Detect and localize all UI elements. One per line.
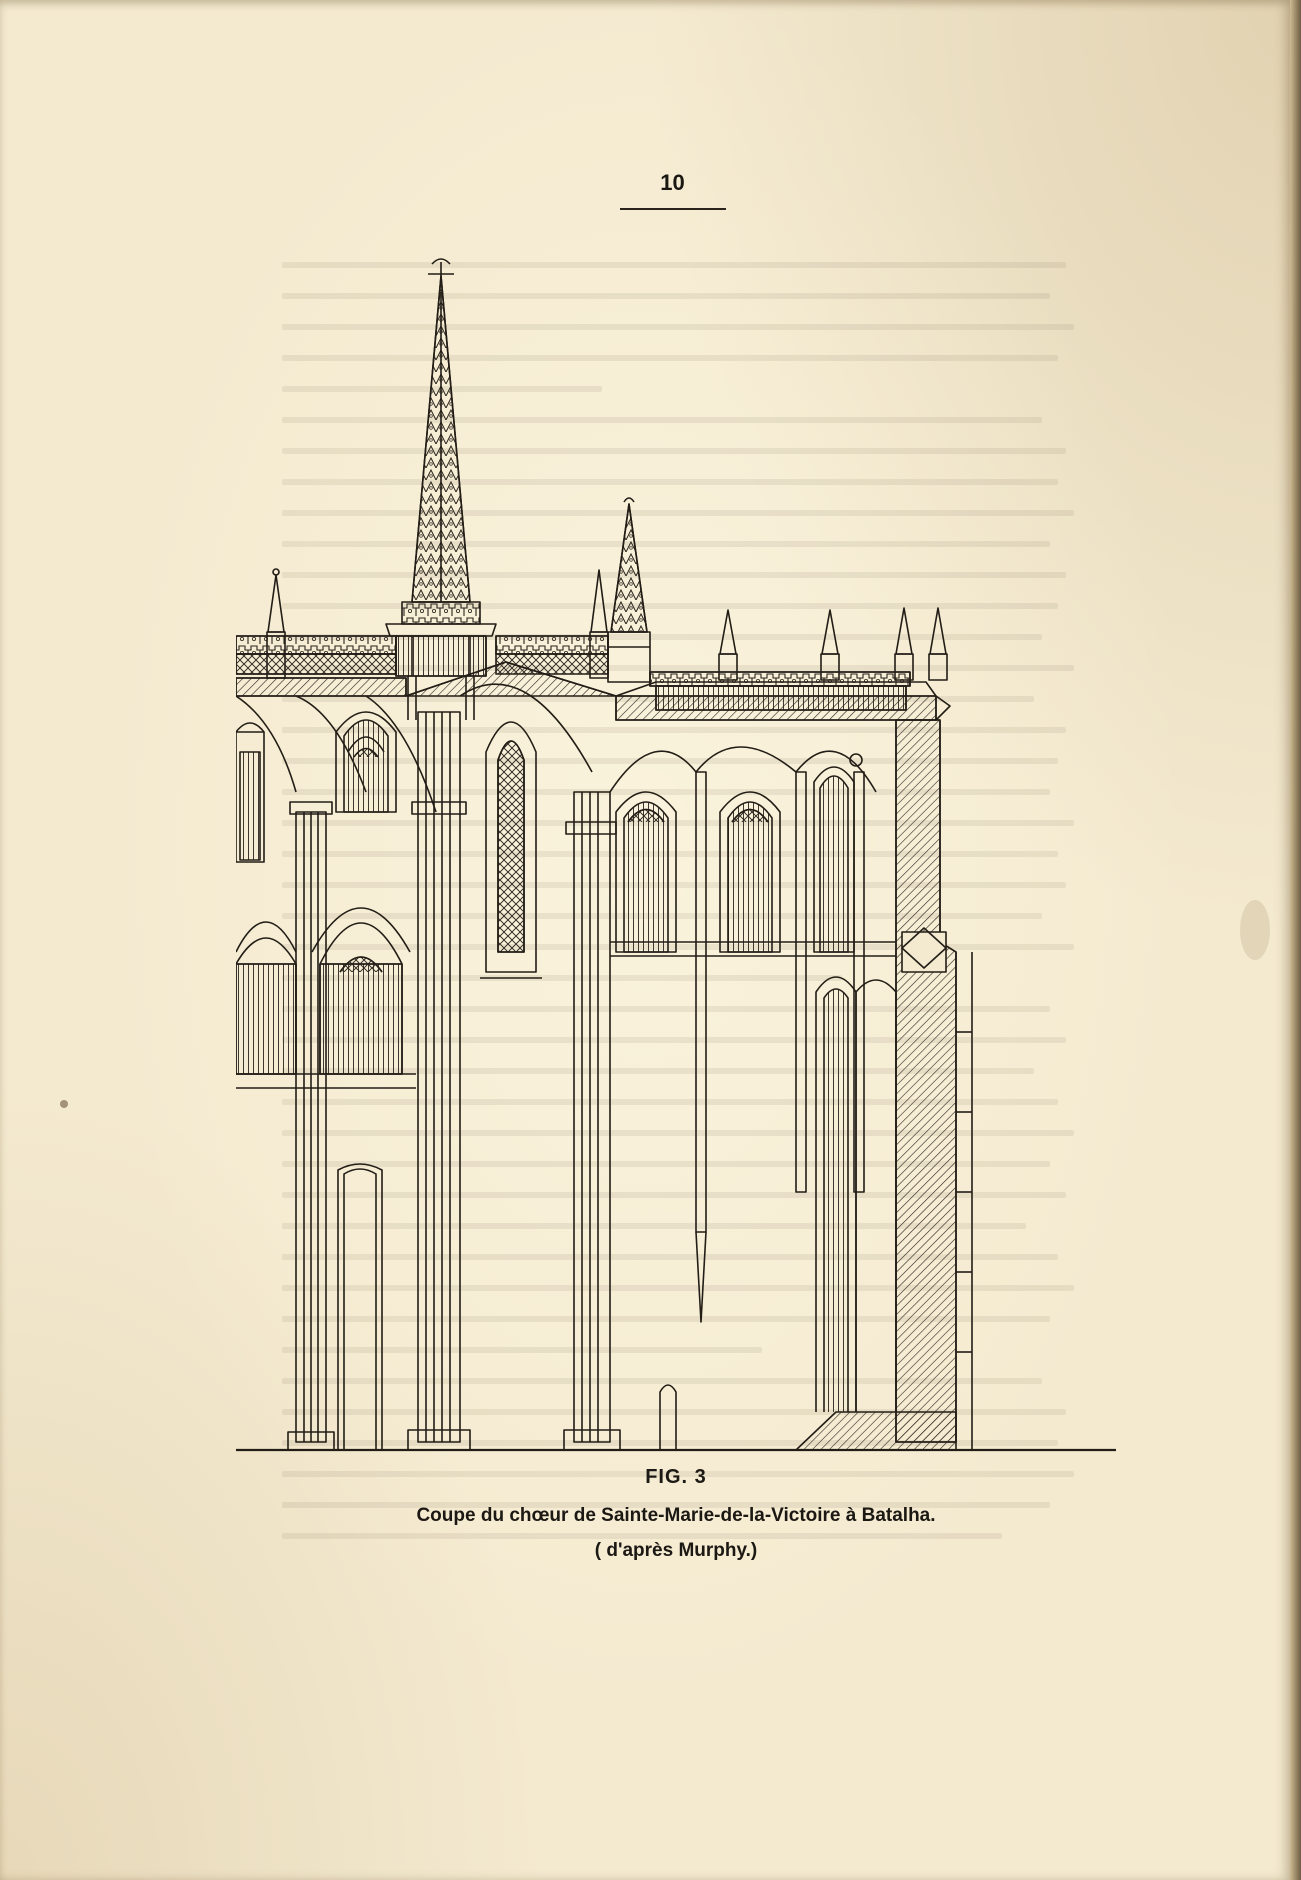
- main-spire: [386, 259, 496, 720]
- paper-spot: [60, 1100, 68, 1108]
- figure-label: FIG. 3: [645, 1466, 707, 1488]
- page-number: 10: [660, 170, 685, 195]
- figure-caption: Coupe du chœur de Sainte-Marie-de-la-Victoire à Batalha.: [416, 1505, 936, 1526]
- page-number-rule: [620, 208, 726, 210]
- column-right-center: [564, 792, 620, 1450]
- batalha-choir-section-drawing: [236, 252, 1116, 1454]
- column-left: [288, 802, 334, 1450]
- paper-stain: [1240, 900, 1270, 960]
- figure-source: ( d'après Murphy.): [594, 1540, 758, 1561]
- page-edge: [1290, 0, 1301, 1880]
- nave-central-window: [460, 684, 592, 978]
- choir-apse: [610, 747, 896, 1450]
- column-center: [408, 712, 470, 1450]
- left-aisle-bays: [236, 696, 436, 1450]
